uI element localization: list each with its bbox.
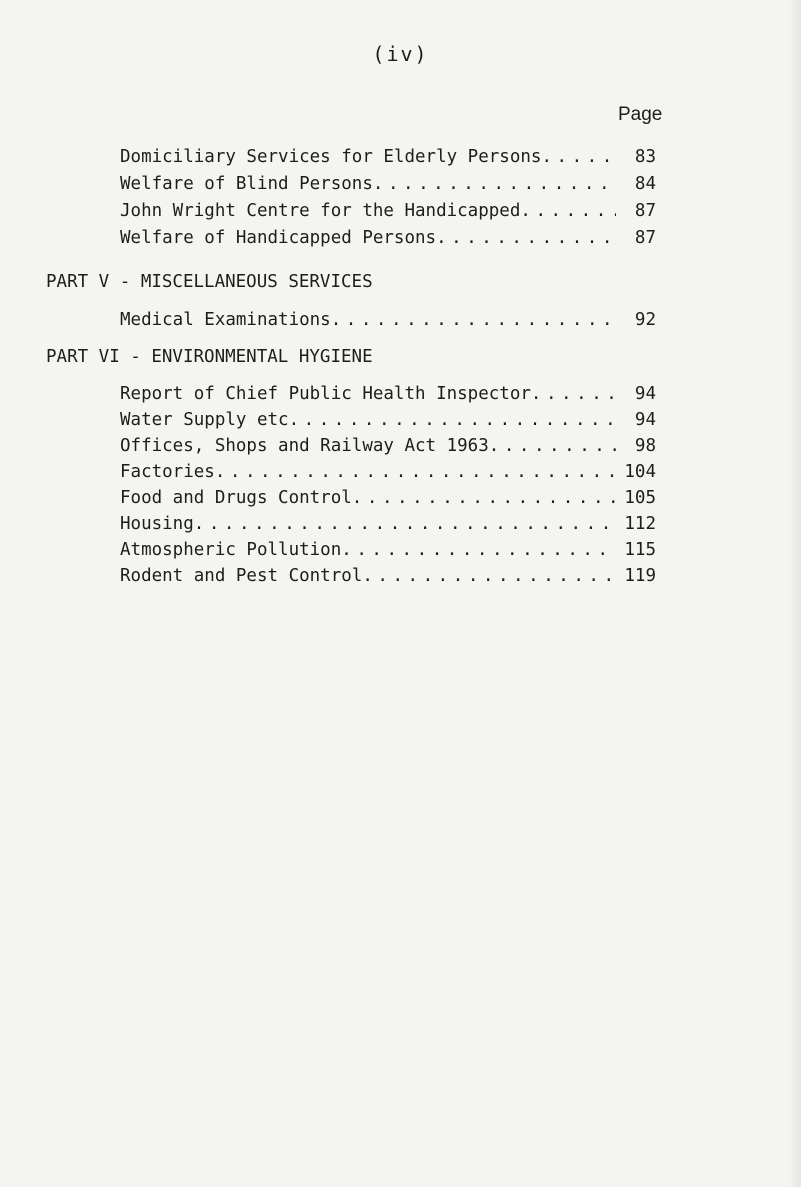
- leader-dots: [373, 174, 616, 194]
- leader-dots: [352, 488, 616, 508]
- part-heading-vi: PART VI - ENVIRONMENTAL HYGIENE: [46, 347, 373, 367]
- toc-entry-title: Welfare of Handicapped Persons: [120, 228, 437, 248]
- toc-entry-title: Offices, Shops and Railway Act 1963: [120, 436, 489, 456]
- toc-entry-page: 87: [634, 228, 656, 248]
- toc-entry-page: 98: [634, 436, 656, 456]
- page-column-label: Page: [618, 104, 663, 125]
- toc-entry: [120, 147, 656, 173]
- leader-dots: [341, 540, 616, 560]
- toc-entry: [120, 174, 656, 200]
- toc-entry-page: 115: [624, 540, 656, 560]
- toc-entry: [120, 201, 656, 227]
- toc-entry-title: Medical Examinations: [120, 310, 331, 330]
- leader-dots: [194, 514, 616, 534]
- toc-entry-page: 112: [624, 514, 656, 534]
- toc-entry-page: 92: [634, 310, 656, 330]
- toc-entry-page: 83: [634, 147, 656, 167]
- toc-entry: [120, 436, 656, 462]
- toc-entry-title: Food and Drugs Control: [120, 488, 352, 508]
- toc-entry-title: John Wright Centre for the Handicapped: [120, 201, 521, 221]
- page-edge-shadow: [787, 0, 801, 1187]
- toc-entry-title: Factories: [120, 462, 215, 482]
- toc-entry-title: Housing: [120, 514, 194, 534]
- toc-entry-page: 94: [634, 384, 656, 404]
- toc-entry: [120, 410, 656, 436]
- leader-dots: [541, 147, 616, 167]
- toc-entry-title: Welfare of Blind Persons: [120, 174, 373, 194]
- leader-dots: [436, 228, 616, 248]
- toc-entry-title: Domiciliary Services for Elderly Persons: [120, 147, 542, 167]
- toc-entry: [120, 566, 656, 592]
- leader-dots: [289, 410, 616, 430]
- toc-entry-page: 94: [634, 410, 656, 430]
- toc-entry: [120, 310, 656, 336]
- toc-entry: [120, 488, 656, 514]
- toc-entry-title: Report of Chief Public Health Inspector: [120, 384, 531, 404]
- leader-dots: [362, 566, 616, 586]
- toc-entry: [120, 462, 656, 488]
- toc-entry-title: Rodent and Pest Control: [120, 566, 363, 586]
- leader-dots: [331, 310, 616, 330]
- leader-dots: [531, 384, 616, 404]
- toc-entry: [120, 228, 656, 254]
- part-heading-v: PART V - MISCELLANEOUS SERVICES: [46, 272, 373, 292]
- toc-entry: [120, 514, 656, 540]
- toc-entry-title: Atmospheric Pollution: [120, 540, 342, 560]
- leader-dots: [520, 201, 616, 221]
- toc-entry-page: 105: [624, 488, 656, 508]
- leader-dots: [215, 462, 616, 482]
- toc-entry: [120, 384, 656, 410]
- toc-entry-title: Water Supply etc: [120, 410, 289, 430]
- toc-entry-page: 84: [634, 174, 656, 194]
- toc-entry-page: 87: [634, 201, 656, 221]
- leader-dots: [489, 436, 616, 456]
- toc-entry: [120, 540, 656, 566]
- toc-entry-page: 119: [624, 566, 656, 586]
- page-number: (iv): [372, 42, 429, 66]
- toc-entry-page: 104: [624, 462, 656, 482]
